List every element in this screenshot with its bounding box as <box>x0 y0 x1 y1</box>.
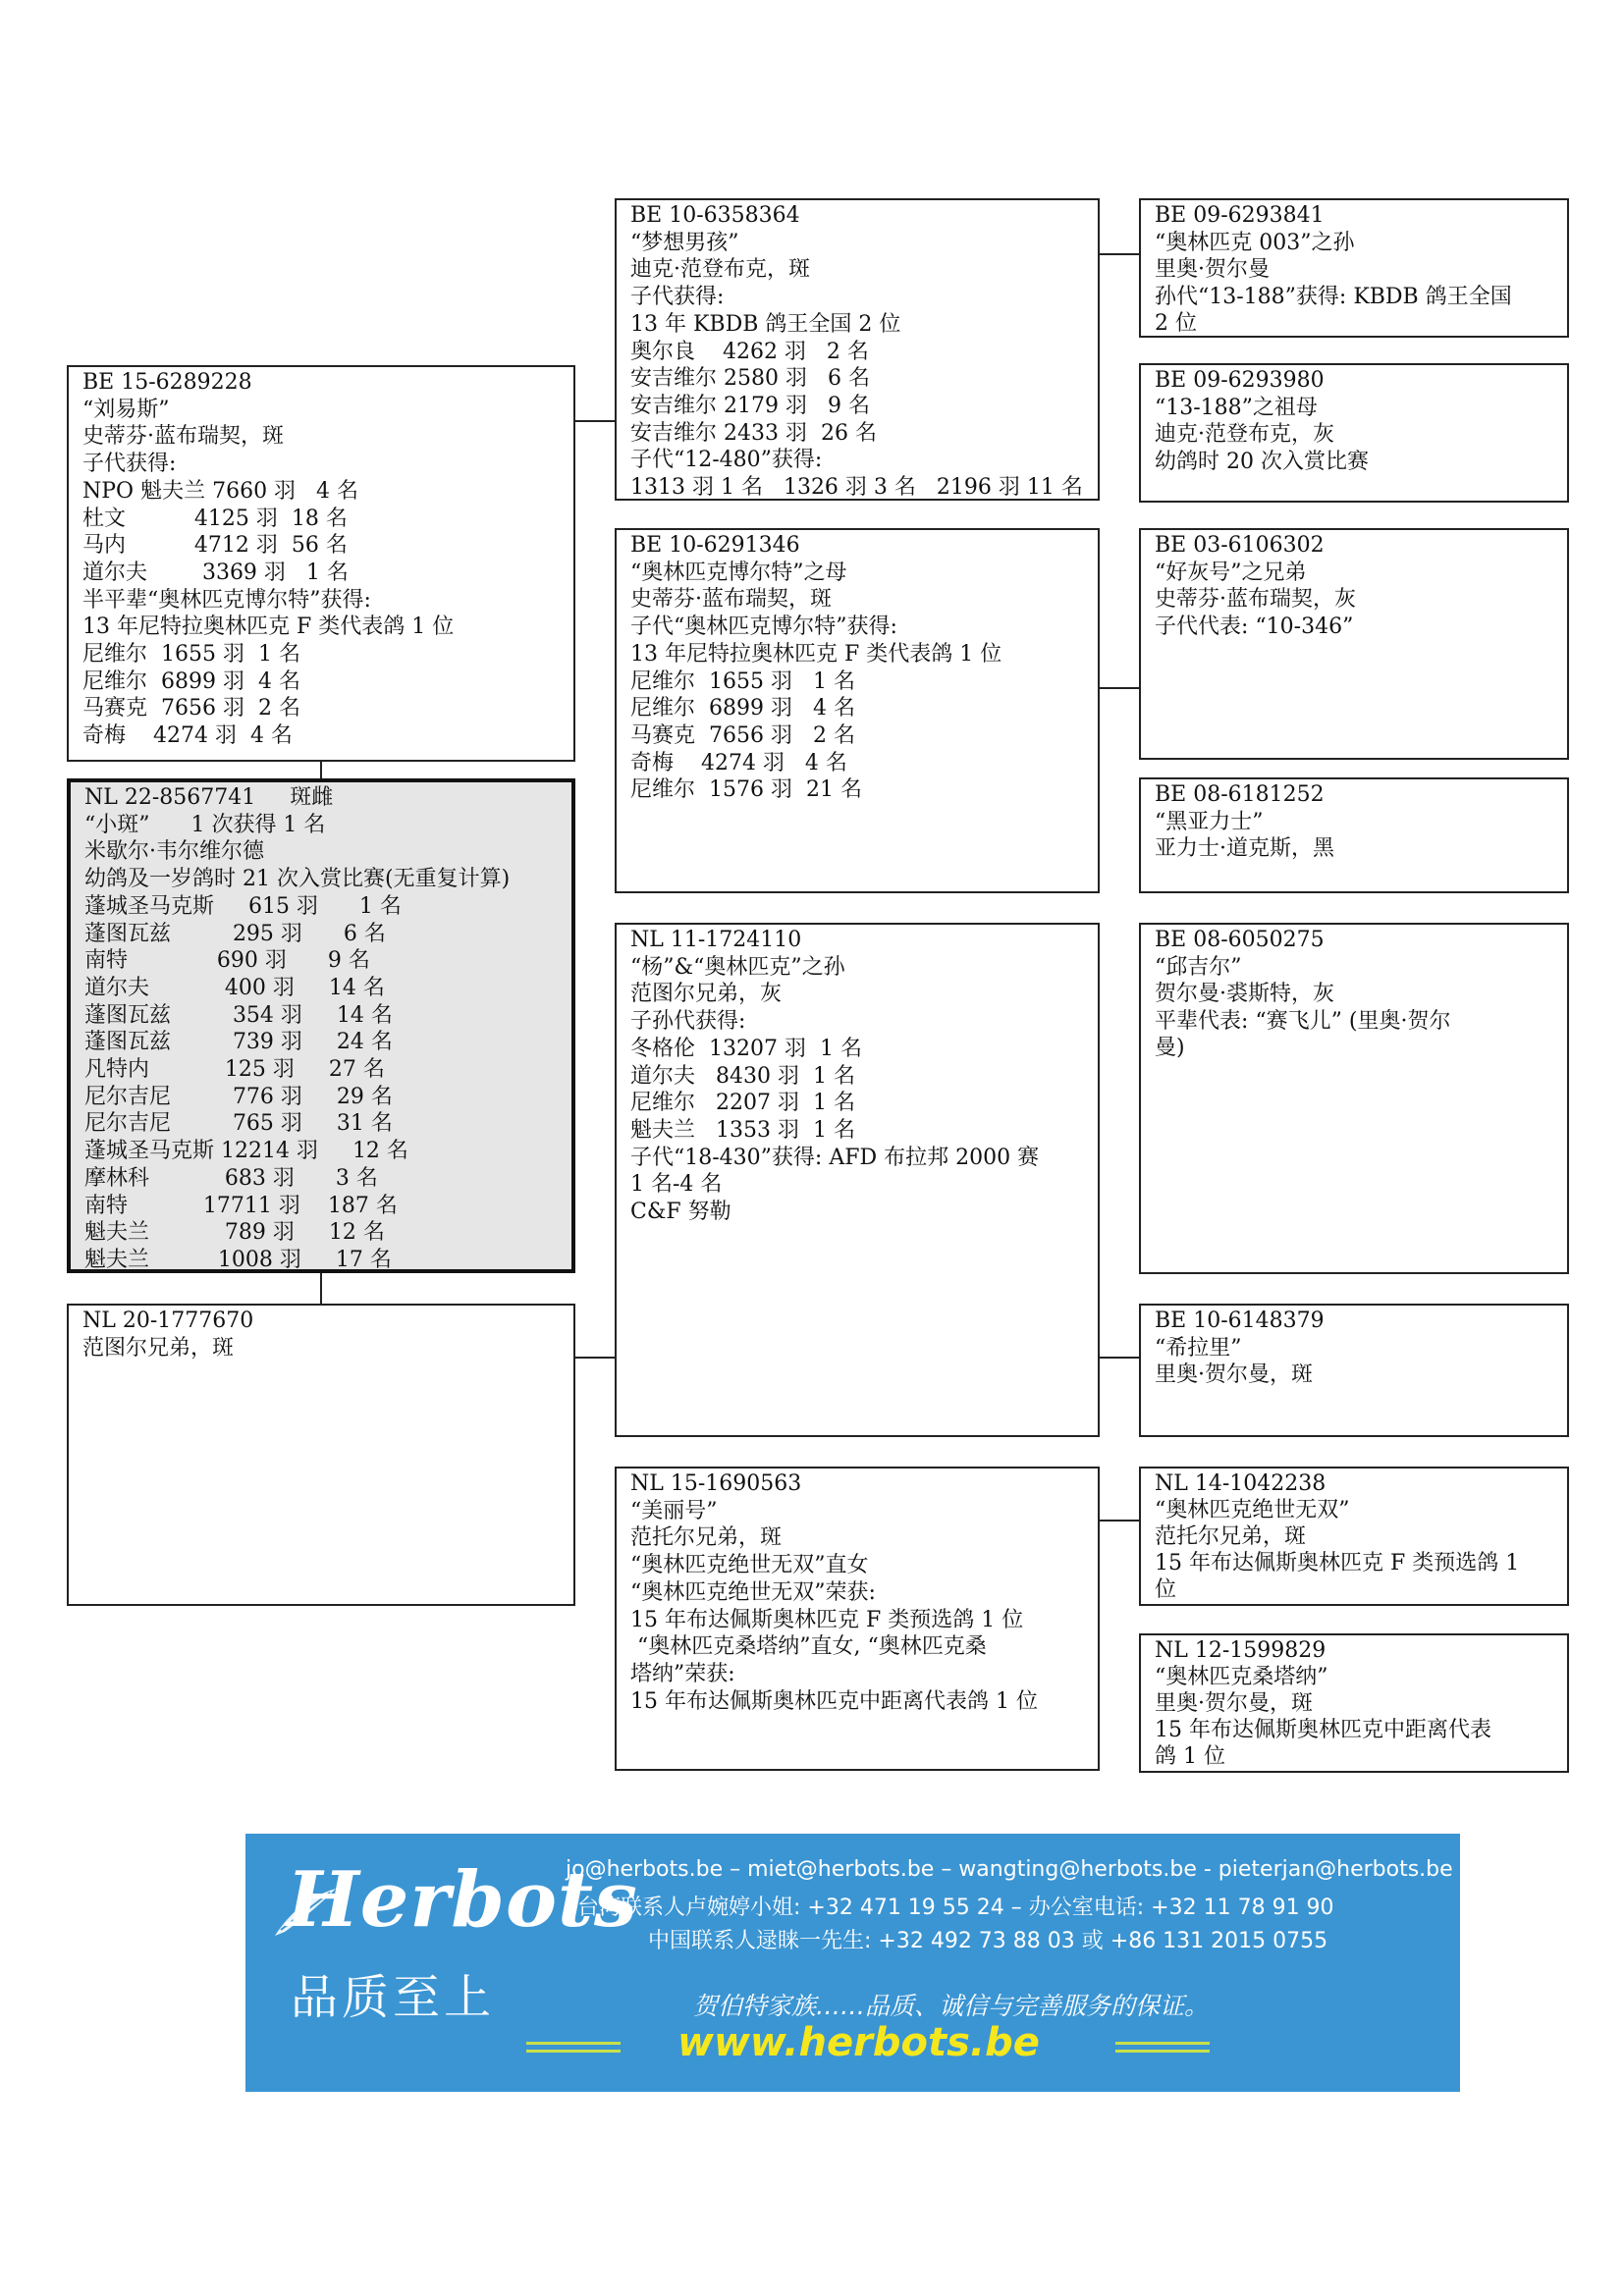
box-line: 奇梅 4274 羽 4 名 <box>82 723 293 749</box>
box-line: 道尔夫 3369 羽 1 名 <box>82 560 349 585</box>
box-line: 道尔夫 400 羽 14 名 <box>84 975 385 1000</box>
box-line: “美丽号” <box>630 1498 718 1523</box>
connector <box>320 761 322 778</box>
decor-bar-right-2 <box>1115 2050 1210 2053</box>
box-line: 南特 17711 羽 187 名 <box>84 1193 398 1218</box>
box-line: 范托尔兄弟，斑 <box>630 1525 783 1551</box>
box-line: “奥林匹克 003”之孙 <box>1155 230 1355 255</box>
motto: 贺伯特家族……品质、诚信与完善服务的保证。 <box>693 1992 1210 2020</box>
pedigree-box-dam-sire-dam <box>1139 1304 1569 1437</box>
box-lines <box>1155 927 1555 1062</box>
box-line: NL 15-1690563 <box>630 1471 802 1496</box>
box-line: 马赛克 7656 羽 2 名 <box>82 696 300 721</box>
box-line: 蓬城圣马克斯 12214 羽 12 名 <box>84 1139 408 1164</box>
box-lines <box>82 369 562 750</box>
box-line: “奥林匹克绝世无双” <box>1155 1498 1350 1522</box>
box-line: 15 年布达佩斯奥林匹克 F 类预选鸽 1 <box>1155 1551 1520 1575</box>
pedigree-box-sire-dam-dam <box>1139 777 1569 893</box>
box-line: 半平辈“奥林匹克博尔特”获得: <box>82 587 371 613</box>
china-contact: 中国联系人逯睐一先生: +32 492 73 88 03 或 +86 131 2015 0755 <box>648 1929 1328 1953</box>
box-line: BE 10-6358364 <box>630 203 800 228</box>
box-line: 蓬城圣马克斯 615 羽 1 名 <box>84 893 402 919</box>
pedigree-box-sire-sire-sire <box>1139 198 1569 338</box>
box-line: 曼) <box>1155 1036 1185 1060</box>
box-lines <box>1155 367 1555 475</box>
box-line: 1313 羽 1 名 1326 羽 3 名 2196 羽 11 名 <box>630 475 1083 501</box>
box-line: 安吉维尔 2580 羽 6 名 <box>630 366 870 392</box>
box-line: 2 位 <box>1155 311 1197 336</box>
pedigree-box-dam-dam <box>615 1467 1100 1771</box>
herbots-logo <box>271 1855 638 1953</box>
box-line: 凡特内 125 羽 27 名 <box>84 1057 385 1083</box>
box-line: 里奥·贺尔曼，斑 <box>1155 1362 1313 1387</box>
box-line: 里奥·贺尔曼 <box>1155 257 1270 282</box>
website-link[interactable]: www.herbots.be <box>677 2020 1040 2065</box>
box-line: 幼鸽时 20 次入赏比赛 <box>1155 449 1369 474</box>
box-line: 子代“18-430”获得: AFD 布拉邦 2000 赛 <box>630 1145 1040 1170</box>
box-line: 范图尔兄弟，灰 <box>630 982 783 1007</box>
box-line: “梦想男孩” <box>630 230 739 255</box>
box-line: 迪克·范登布克，灰 <box>1155 422 1334 447</box>
taiwan-contact: 台湾联系人卢婉婷小姐: +32 471 19 55 24 – 办公室电话: +32 11 78 91 90 <box>577 1896 1334 1920</box>
box-lines <box>82 1308 562 1362</box>
connector <box>1098 253 1139 255</box>
box-line: 亚力士·道克斯，黑 <box>1155 836 1334 861</box>
box-line: 15 年布达佩斯奥林匹克中距离代表鸽 1 位 <box>630 1688 1038 1714</box>
pedigree-box-sire-dam <box>615 528 1100 893</box>
box-line: 史蒂芬·蓝布瑞契，灰 <box>1155 587 1356 612</box>
box-line: BE 09-6293980 <box>1155 368 1325 393</box>
box-line: “小斑” 1 次获得 1 名 <box>84 812 326 837</box>
box-line: 子孙代获得: <box>630 1009 746 1035</box>
box-line: BE 09-6293841 <box>1155 203 1325 228</box>
box-line: 蓬图瓦兹 739 羽 24 名 <box>84 1030 393 1055</box>
box-line: 魁夫兰 1353 羽 1 名 <box>630 1117 855 1143</box>
box-line: 迪克·范登布克，斑 <box>630 257 810 283</box>
email-line: jo@herbots.be – miet@herbots.be – wangting@herbots.be - pieterjan@herbots.be <box>566 1857 1453 1882</box>
box-lines <box>1155 202 1555 338</box>
box-line: BE 08-6181252 <box>1155 782 1325 807</box>
box-line: “刘易斯” <box>82 397 170 422</box>
box-line: BE 10-6148379 <box>1155 1308 1325 1333</box>
box-line: 尼维尔 6899 羽 4 名 <box>630 696 855 721</box>
box-line: 马赛克 7656 羽 2 名 <box>630 722 855 748</box>
box-lines <box>630 202 1086 501</box>
box-line: 贺尔曼·裘斯特，灰 <box>1155 982 1334 1006</box>
connector <box>573 420 615 422</box>
box-line: 15 年布达佩斯奥林匹克 F 类预选鸽 1 位 <box>630 1607 1024 1632</box>
box-line: 塔纳”荣获: <box>630 1661 735 1686</box>
connector <box>320 1272 322 1306</box>
decor-bar-left-2 <box>526 2050 621 2053</box>
box-lines <box>630 532 1086 804</box>
box-line: 13 年尼特拉奥林匹克 F 类代表鸽 1 位 <box>82 614 455 640</box>
box-line: 魁夫兰 1008 羽 17 名 <box>84 1247 392 1272</box>
box-line: 奇梅 4274 羽 4 名 <box>630 750 847 775</box>
box-line: “奥林匹克绝世无双”荣获: <box>630 1579 876 1605</box>
box-line: “奥林匹克博尔特”之母 <box>630 560 847 585</box>
box-line: NL 20-1777670 <box>82 1308 254 1333</box>
box-line: C&F 努勒 <box>630 1200 731 1225</box>
box-lines <box>1155 781 1555 863</box>
slogan: 品质至上 <box>291 1970 496 2025</box>
pedigree-box-sire-sire-dam <box>1139 363 1569 503</box>
pedigree-box-dam-dam-dam <box>1139 1633 1569 1773</box>
box-line: 1 名-4 名 <box>630 1172 723 1198</box>
box-line: 鸽 1 位 <box>1155 1744 1225 1769</box>
box-line: 冬格伦 13207 羽 1 名 <box>630 1036 862 1061</box>
pedigree-box-dam-sire <box>615 923 1100 1437</box>
box-line: 尼尔吉尼 765 羽 31 名 <box>84 1111 393 1137</box>
box-line: 子代“12-480”获得: <box>630 448 823 473</box>
box-line: NL 22-8567741 斑雌 <box>84 785 334 810</box>
box-line: BE 15-6289228 <box>82 370 252 395</box>
box-line: BE 10-6291346 <box>630 533 800 558</box>
box-line: 安吉维尔 2433 羽 26 名 <box>630 420 877 446</box>
pedigree-box-sire-sire <box>615 198 1100 501</box>
box-line: 马内 4712 羽 56 名 <box>82 533 348 559</box>
box-line: 13 年 KBDB 鸽王全国 2 位 <box>630 311 901 337</box>
box-line: 孙代“13-188”获得: KBDB 鸽王全国 <box>1155 284 1512 309</box>
box-line: 平辈代表: “赛飞儿” (里奥·贺尔 <box>1155 1008 1451 1034</box>
box-line: “奥林匹克绝世无双”直女 <box>630 1553 869 1578</box>
box-line: 尼维尔 6899 羽 4 名 <box>82 668 300 694</box>
box-lines <box>1155 1470 1555 1603</box>
connector <box>1098 1520 1139 1522</box>
pedigree-box-sire-dam-sire <box>1139 528 1569 760</box>
pedigree-box-sire <box>67 365 575 762</box>
box-line: 子代“奥林匹克博尔特”获得: <box>630 614 897 640</box>
connector <box>573 1357 615 1359</box>
box-line: “杨”&“奥林匹克”之孙 <box>630 954 845 980</box>
box-line: 魁夫兰 789 羽 12 名 <box>84 1220 385 1246</box>
connector <box>1098 687 1139 689</box>
box-line: BE 08-6050275 <box>1155 928 1325 952</box>
box-line: 尼维尔 1655 羽 1 名 <box>82 642 300 667</box>
decor-bar-left <box>526 2042 621 2045</box>
box-line: 范图尔兄弟，斑 <box>82 1335 235 1361</box>
box-line: NL 11-1724110 <box>630 928 802 952</box>
box-lines <box>630 1470 1086 1715</box>
box-line: 幼鸽及一岁鸽时 21 次入赏比赛(无重复计算) <box>84 867 511 892</box>
pedigree-box-dam-dam-sire <box>1139 1467 1569 1606</box>
box-line: 史蒂芬·蓝布瑞契，斑 <box>630 587 832 613</box>
box-line: 子代获得: <box>630 285 725 310</box>
box-line: 蓬图瓦兹 295 羽 6 名 <box>84 921 386 946</box>
connector <box>1098 1357 1139 1359</box>
box-lines <box>1155 1308 1555 1389</box>
box-line: “13-188”之祖母 <box>1155 395 1318 420</box>
box-line: 里奥·贺尔曼，斑 <box>1155 1691 1313 1716</box>
box-line: “奥林匹克桑塔纳”直女, “奥林匹克桑 <box>630 1634 987 1660</box>
pedigree-box-dam <box>67 1304 575 1606</box>
box-line: 道尔夫 8430 羽 1 名 <box>630 1063 855 1089</box>
box-lines <box>630 927 1086 1226</box>
box-line: 杜文 4125 羽 18 名 <box>82 506 348 531</box>
box-line: “黑亚力士” <box>1155 809 1264 834</box>
box-line: “希拉里” <box>1155 1335 1242 1361</box>
box-line: “邱吉尔” <box>1155 954 1242 980</box>
box-line: 位 <box>1155 1577 1177 1602</box>
pedigree-box-dam-sire-sire <box>1139 923 1569 1274</box>
box-line: NL 14-1042238 <box>1155 1471 1326 1496</box>
decor-bar-right <box>1115 2042 1210 2045</box>
box-line: BE 03-6106302 <box>1155 533 1325 558</box>
box-lines <box>1155 532 1555 640</box>
box-line: 15 年布达佩斯奥林匹克中距离代表 <box>1155 1718 1491 1742</box>
box-line: 尼维尔 1655 羽 1 名 <box>630 668 855 694</box>
box-line: 米歇尔·韦尔维尔德 <box>84 839 264 865</box>
herbots-banner <box>245 1834 1460 2092</box>
box-line: NL 12-1599829 <box>1155 1638 1326 1663</box>
box-line: 尼尔吉尼 776 羽 29 名 <box>84 1084 393 1109</box>
logo-text: Herbots <box>287 1855 638 1945</box>
box-line: 尼维尔 1576 羽 21 名 <box>630 777 862 803</box>
box-line: “奥林匹克桑塔纳” <box>1155 1665 1328 1689</box>
box-line: 安吉维尔 2179 羽 9 名 <box>630 393 870 418</box>
box-line: 13 年尼特拉奥林匹克 F 类代表鸽 1 位 <box>630 641 1002 667</box>
box-line: 尼维尔 2207 羽 1 名 <box>630 1091 855 1116</box>
box-lines <box>1155 1637 1555 1770</box>
box-line: 蓬图瓦兹 354 羽 14 名 <box>84 1002 393 1028</box>
box-line: 子代代表: “10-346” <box>1155 614 1354 639</box>
box-line: “好灰号”之兄弟 <box>1155 560 1307 585</box>
box-line: 南特 690 羽 9 名 <box>84 948 370 974</box>
box-line: 范托尔兄弟，斑 <box>1155 1524 1307 1549</box>
box-line: 摩林科 683 羽 3 名 <box>84 1165 378 1191</box>
pedigree-box-subject <box>67 778 575 1273</box>
box-line: 史蒂芬·蓝布瑞契，斑 <box>82 424 284 450</box>
box-line: 子代获得: <box>82 452 177 477</box>
box-line: 奥尔良 4262 羽 2 名 <box>630 339 869 364</box>
box-lines <box>84 784 560 1273</box>
box-line: NPO 魁夫兰 7660 羽 4 名 <box>82 478 359 504</box>
